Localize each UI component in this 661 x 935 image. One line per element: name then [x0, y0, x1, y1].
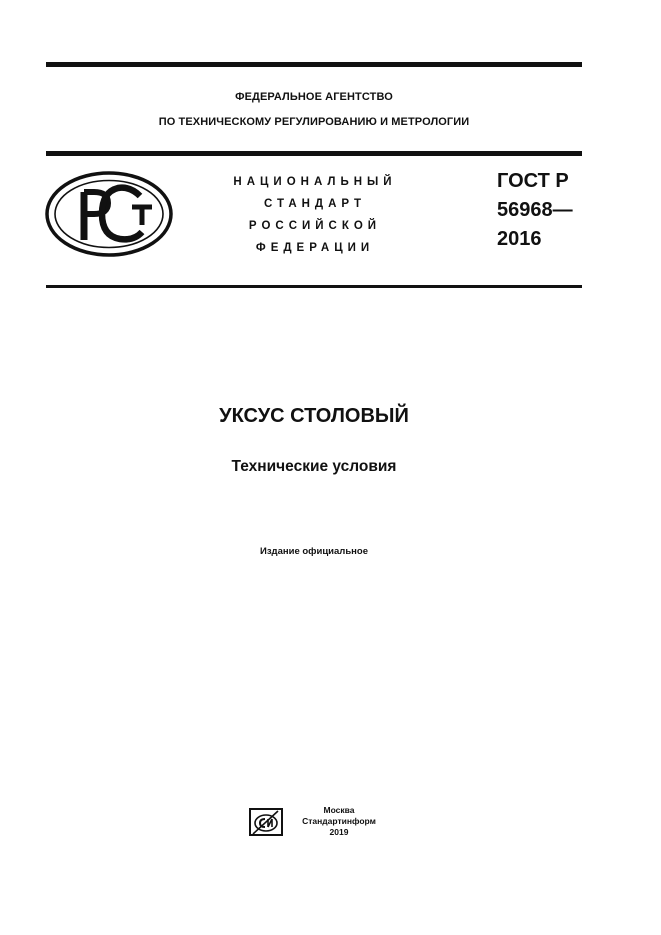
gost-designation: [497, 167, 573, 254]
document-title: УКСУС СТОЛОВЫЙ: [219, 405, 409, 427]
national-line: ФЕДЕРАЦИИ: [255, 242, 375, 254]
gost-line: ГОСТ Р: [497, 170, 569, 192]
national-line: РОССИЙСКОЙ: [248, 220, 382, 232]
national-line: СТАНДАРТ: [264, 198, 366, 210]
gost-line: 56968—: [497, 199, 573, 221]
top-rule: [46, 62, 582, 67]
national-line: НАЦИОНАЛЬНЫЙ: [233, 176, 397, 188]
edition-note: Издание официальное: [260, 546, 368, 557]
header-rule: [46, 151, 582, 156]
publisher-city: Москва: [323, 805, 355, 815]
rst-certification-emblem-icon: [44, 170, 174, 258]
publisher-imprint: [292, 805, 386, 838]
agency-line-1: ФЕДЕРАЛЬНОЕ АГЕНТСТВО: [235, 91, 393, 103]
gost-line: 2016: [497, 228, 542, 250]
document-subtitle: Технические условия: [231, 458, 397, 475]
publisher-name: Стандартинформ: [302, 816, 376, 826]
publication-year: 2019: [329, 827, 349, 837]
national-standard-block: [212, 171, 418, 259]
standartinform-logo-icon: [248, 807, 286, 837]
block-rule: [46, 285, 582, 288]
agency-line-2: ПО ТЕХНИЧЕСКОМУ РЕГУЛИРОВАНИЮ И МЕТРОЛОГИИ: [158, 116, 470, 128]
